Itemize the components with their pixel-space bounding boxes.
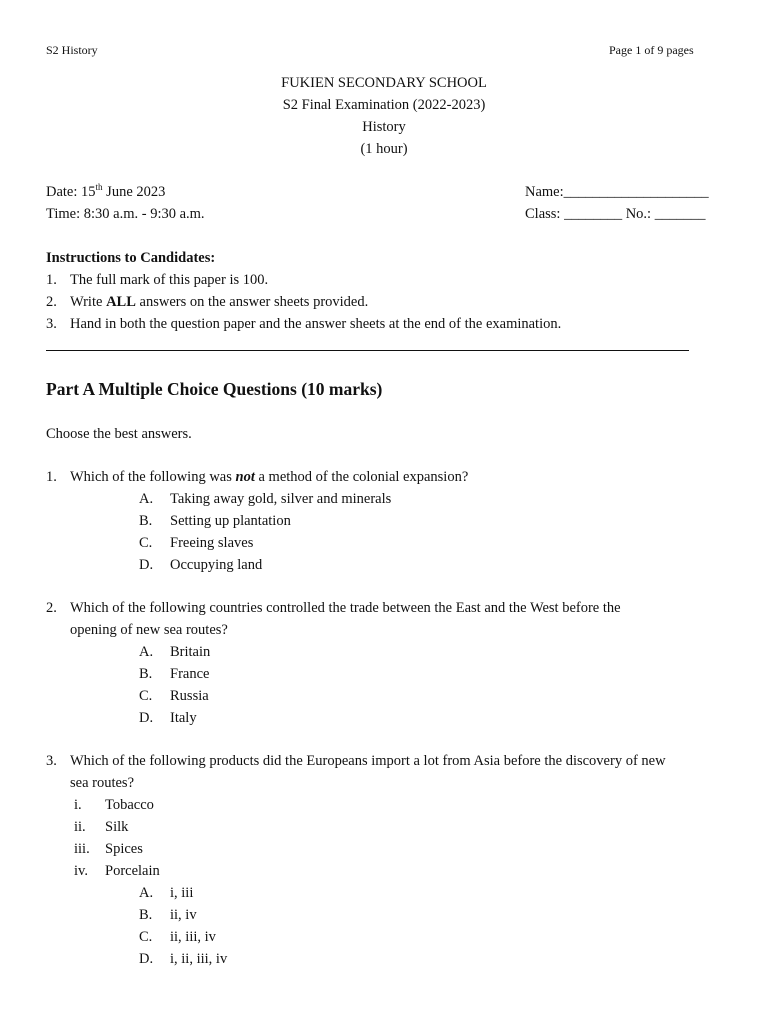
subject-title: History [362, 119, 406, 135]
name-field[interactable]: Name:____________________ [525, 184, 709, 200]
part-a-direction: Choose the best answers. [46, 426, 192, 442]
header-page-number: Page 1 of 9 pages [609, 43, 694, 57]
divider-line [46, 350, 689, 351]
exam-time: Time: 8:30 a.m. - 9:30 a.m. [46, 206, 205, 222]
header-subject: S2 History [46, 43, 98, 57]
school-name: FUKIEN SECONDARY SCHOOL [281, 75, 487, 91]
class-number-field[interactable]: Class: ________ No.: _______ [525, 206, 706, 222]
instructions-heading: Instructions to Candidates: [46, 250, 216, 266]
exam-duration: (1 hour) [360, 141, 408, 157]
exam-page: S2 History Page 1 of 9 pages FUKIEN SECONDARY SCHOOL S2 Final Examination (2022-2023) History (1 hour) Date: 15th June 2023 Name:____________________ Time: 8:30 a.m. - 9:30 a.m. Class: ________ No.: _______ Instructions to Candidates: 1. The full mark of this paper is 100. 2. Write ALL answers on the answer sheets provided. 3. Hand in both the question paper and the answer sheets at the end of the examination. Part A Multiple Choice Questions (10 marks) Choose the best answers. 1. Which of the following was not a method of the colonial expansion? A. Taking away gold, silver and minerals B. Setting up plantation C. Freeing slaves D. Occupying land 2. Which of the following countries controlled the trade between the East and the West before the opening of new sea routes? A. Britain B. France C. Russia D. Italy 3. Which of the following products did the Europeans import a lot from Asia before the discovery of new sea routes? i. Tobacco ii. Silk iii. Spices iv. Porcelain A. i, iii B. ii, iv C. ii, iii, iv D. i, ii, iii, iv [0, 0, 768, 1024]
part-a-heading: Part A Multiple Choice Questions (10 marks) [46, 379, 383, 399]
exam-title: S2 Final Examination (2022-2023) [282, 97, 486, 113]
exam-date: Date: 15th June 2023 [46, 182, 166, 200]
